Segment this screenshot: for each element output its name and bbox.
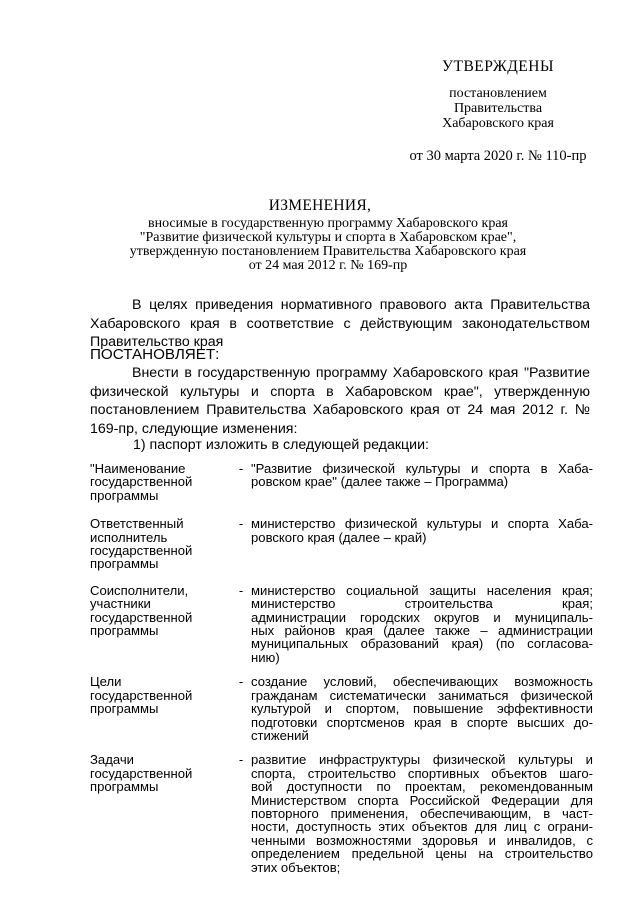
passport-field-name-line: государственной xyxy=(90,474,193,490)
passport-field-name-line: программы xyxy=(90,623,159,639)
passport-value-line: развитие инфраструктуры физической культуры и xyxy=(251,752,593,768)
passport-field-name xyxy=(90,462,230,502)
passport-field-name-line: участники xyxy=(90,596,151,612)
passport-field-value xyxy=(251,753,593,874)
subtitle-line: от 24 мая 2012 г. № 169-пр xyxy=(248,258,408,273)
passport-value-line: спорта, строительство спортивных объектов шаго- xyxy=(251,765,593,781)
passport-value-line: Министерством спорта Российской Федерации для xyxy=(251,792,593,808)
passport-value-line: культурой и спортом, повышение эффективности xyxy=(251,701,593,717)
approval-date: от 30 марта 2020 г. № 110-пр xyxy=(409,148,587,164)
passport-field-name-line: Цели xyxy=(90,674,122,690)
passport-field-name-line: Соисполнители, xyxy=(90,582,189,598)
approval-block xyxy=(398,58,598,165)
passport-value-line: повторного применения, обеспечивающим, в част- xyxy=(251,805,593,821)
passport-field-value xyxy=(251,462,593,502)
passport-field-name xyxy=(90,753,230,874)
passport-field-name xyxy=(90,517,230,571)
subtitle-line: вносимые в государственную программу Хабаровского края xyxy=(147,216,508,231)
document-subtitle xyxy=(128,217,528,273)
passport-value-line: министерство строительства края; xyxy=(251,596,593,612)
passport-field-name-line: государственной xyxy=(90,543,193,559)
passport-field-name xyxy=(90,675,230,742)
passport-dash: - xyxy=(238,674,244,690)
passport-dash: - xyxy=(238,582,244,598)
approval-line: постановлением xyxy=(449,86,547,101)
passport-field-name-line: программы xyxy=(90,556,159,572)
passport-field-name-line: программы xyxy=(90,779,159,795)
passport-field-name-line: исполнитель xyxy=(90,529,168,545)
passport-field-name xyxy=(90,584,230,664)
passport-field-name-line: программы xyxy=(90,487,159,503)
passport-value-line: подготовки спортсменов края в спорте высших до- xyxy=(251,714,593,730)
passport-row xyxy=(90,461,593,503)
passport-dash: - xyxy=(238,516,244,532)
passport-value-line: гражданам систематически заниматься физической xyxy=(251,687,593,703)
passport-value-line: ровском крае" (далее также – Программа) xyxy=(251,474,509,490)
subtitle-line: утвержденную постановлением Правительства Хабаровского края xyxy=(129,244,527,259)
passport-value-line: нию) xyxy=(251,649,280,665)
passport-field-value xyxy=(251,584,593,664)
passport-value-line: этих объектов; xyxy=(251,859,341,875)
passport-field-name-line: государственной xyxy=(90,765,193,781)
passport-row xyxy=(90,674,593,743)
passport-row xyxy=(90,582,593,665)
passport-field-name-line: Задачи xyxy=(90,752,134,768)
passport-field-name-line: программы xyxy=(90,701,159,717)
passport-value-line: администрации городских округов и муниципаль- xyxy=(251,609,593,625)
passport-field-name-line: государственной xyxy=(90,687,193,703)
passport-row xyxy=(90,752,593,875)
intro-paragraph: В целях приведения нормативного правового акта Правительства Хабаровского края в соответствие с действующим законодательством Правительство края xyxy=(90,297,590,350)
passport-value-line: ченными возможностями здоровья и инвалидов, с xyxy=(251,832,593,848)
passport-value-line: стижений xyxy=(251,727,309,743)
passport-field-name-line: "Наименование xyxy=(90,461,186,476)
passport-value-line: муниципальных образований края) (по согласова- xyxy=(251,636,593,652)
passport-value-line: создание условий, обеспечивающих возможность xyxy=(251,674,593,690)
passport-row xyxy=(90,516,593,572)
changes-paragraph: Внести в государственную программу Хабаровского края "Развитие физической культуры и спорта в Хабаровском крае", утвержденную постановлением Правительства Хабаровского края от 24 мая 2012 г. № 169-пр, следующие изменения: xyxy=(90,365,590,437)
passport-field-name-line: Ответственный xyxy=(90,516,184,532)
passport-field-value xyxy=(251,517,593,571)
passport-value-line: вой доступности по проектам, рекомендованным xyxy=(251,779,593,795)
passport-table xyxy=(90,461,593,875)
passport-dash: - xyxy=(238,461,244,476)
approval-line: Правительства xyxy=(453,101,543,116)
passport-field-value xyxy=(251,675,593,742)
document-title: ИЗМЕНЕНИЯ, xyxy=(268,197,372,214)
resolve-heading: ПОСТАНОВЛЯЕТ: xyxy=(90,346,220,363)
passport-value-line: министерство социальной защиты населения края; xyxy=(251,582,593,598)
approval-line: Хабаровского края xyxy=(442,116,554,131)
approval-heading: УТВЕРЖДЕНЫ xyxy=(442,58,554,75)
item-1: 1) паспорт изложить в следующей редакции: xyxy=(133,437,429,453)
passport-value-line: "Развитие физической культуры и спорта в Хаба- xyxy=(251,461,593,476)
passport-dash: - xyxy=(238,752,244,768)
passport-value-line: ровского края (далее – край) xyxy=(251,529,427,545)
passport-value-line: министерство физической культуры и спорта Хаба- xyxy=(251,516,593,532)
passport-value-line: определением предельной цены на строительство xyxy=(251,846,593,862)
passport-field-name-line: государственной xyxy=(90,609,193,625)
passport-value-line: ности, доступность этих объектов для лиц с ограни- xyxy=(251,819,593,835)
passport-value-line: ных районов края (далее также – администрации xyxy=(251,623,593,639)
subtitle-line: "Развитие физической культуры и спорта в Хабаровском крае", xyxy=(139,230,517,245)
